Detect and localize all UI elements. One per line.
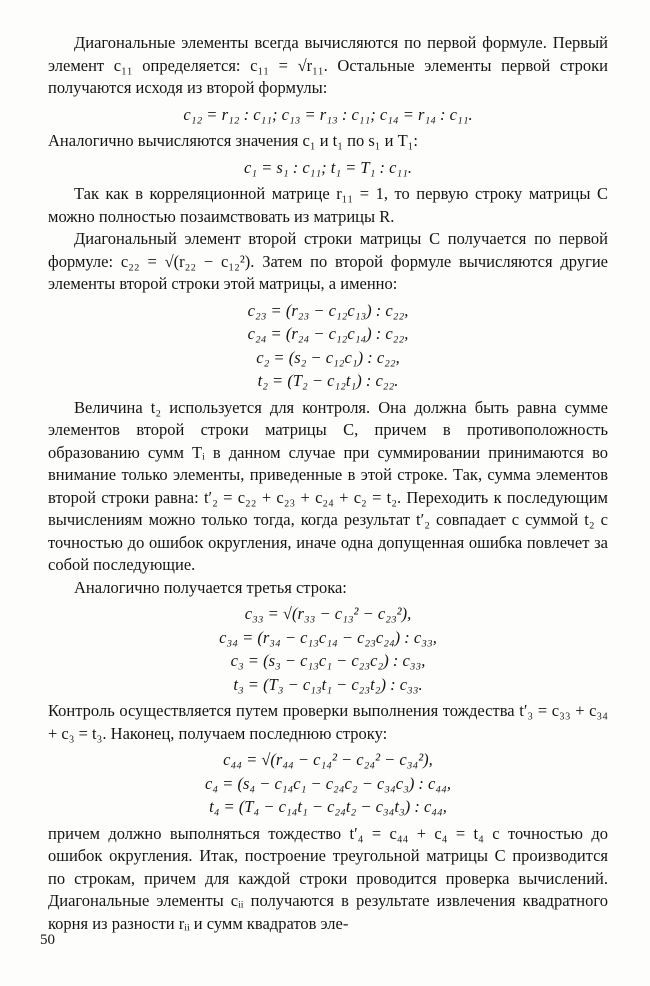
paragraph: причем должно выполняться тождество t′₄ = c₄₄ + c₄ = t₄ с точностью до ошибок округления. Итак, построение треугольной матрицы C производится по строкам, причем для каждой строки проводится проверка вычислений. Диагональные элементы cᵢᵢ получаются в результате извлечения квадратного корня из разности rᵢᵢ и сумм квадратов эле-: [48, 823, 608, 933]
paragraph: Величина t₂ используется для контроля. Она должна быть равна сумме элементов второй строки матрицы C, причем в противоположность образованию сумм Tᵢ в данном случае при суммировании принимаются во внимание только элементы, приведенные в этой строке. Так, сумма элементов второй строки равна: t′₂ = c₂₂ + c₂₃ + c₂₄ + c₂ = t₂. Переходить к последующим вычислениям можно только тогда, когда результат t′₂ совпадает с суммой t₂ с точностью до ошибок округления, иначе одна допущенная ошибка повлечет за собой последующие.: [48, 397, 608, 574]
equation-line: c₂ = (s₂ − c₁₂c₁) : c₂₂,: [256, 347, 400, 367]
equation-line: c₁₂ = r₁₂ : c₁₁; c₁₃ = r₁₃ : c₁₁; c₁₄ = r₁₄ : c₁₁.: [183, 104, 473, 124]
equation-row2: [48, 299, 608, 393]
equation-line: c₂₃ = (r₂₃ − c₁₂c₁₃) : c₂₂,: [247, 300, 409, 320]
equation-row1-ct: [48, 156, 608, 180]
equation-line: t₂ = (T₂ − c₁₂t₁) : c₂₂.: [257, 371, 399, 390]
paragraph: Аналогично вычисляются значения c₁ и t₁ по s₁ и T₁:: [48, 131, 419, 150]
paragraph: Так как в корреляционной матрице r₁₁ = 1, то первую строку матрицы C можно полностью позаимствовать из матрицы R.: [48, 184, 608, 226]
paragraph: Аналогично получается третья строка:: [74, 577, 347, 597]
page-number: 50: [40, 932, 55, 948]
paragraph: Контроль осуществляется путем проверки выполнения тождества t′₃ = c₃₃ + c₃₄ + c₃ = t₃. Наконец, получаем последнюю строку:: [48, 701, 608, 743]
equation-line: c₃₃ = √(r₃₃ − c₁₃² − c₂₃²),: [244, 604, 412, 623]
equation-row4: [48, 748, 608, 819]
page-body: [48, 32, 608, 935]
equation-line: c₄ = (s₄ − c₁₄c₁ − c₂₄c₂ − c₃₄c₃) : c₄₄,: [205, 773, 451, 793]
equation-line: c₃₄ = (r₃₄ − c₁₃c₁₄ − c₂₃c₂₄) : c₃₃,: [219, 627, 437, 647]
paragraph: Диагональные элементы всегда вычисляются по первой формуле. Первый элемент c₁₁ определяется: c₁₁ = √r₁₁. Остальные элементы первой строки получаются исходя из второй формулы:: [48, 33, 608, 97]
equation-line: t₃ = (T₃ − c₁₃t₁ − c₂₃t₂) : c₃₃.: [233, 674, 423, 694]
equation-line: t₄ = (T₄ − c₁₄t₁ − c₂₄t₂ − c₃₄t₃) : c₄₄,: [209, 797, 447, 816]
equation-line: c₄₄ = √(r₄₄ − c₁₄² − c₂₄² − c₃₄²),: [223, 750, 433, 769]
equation-row1: [48, 103, 608, 127]
paragraph: Диагональный элемент второй строки матрицы C получается по первой формуле: c₂₂ = √(r₂₂ − c₁₂²). Затем по второй формуле вычисляются другие элементы второй строки этой матрицы, а именно:: [48, 229, 608, 293]
equation-line: c₃ = (s₃ − c₁₃c₁ − c₂₃c₂) : c₃₃,: [230, 651, 426, 670]
equation-line: c₁ = s₁ : c₁₁; t₁ = T₁ : c₁₁.: [243, 157, 413, 177]
equation-line: c₂₄ = (r₂₄ − c₁₂c₁₄) : c₂₂,: [247, 324, 409, 343]
equation-row3: [48, 602, 608, 696]
